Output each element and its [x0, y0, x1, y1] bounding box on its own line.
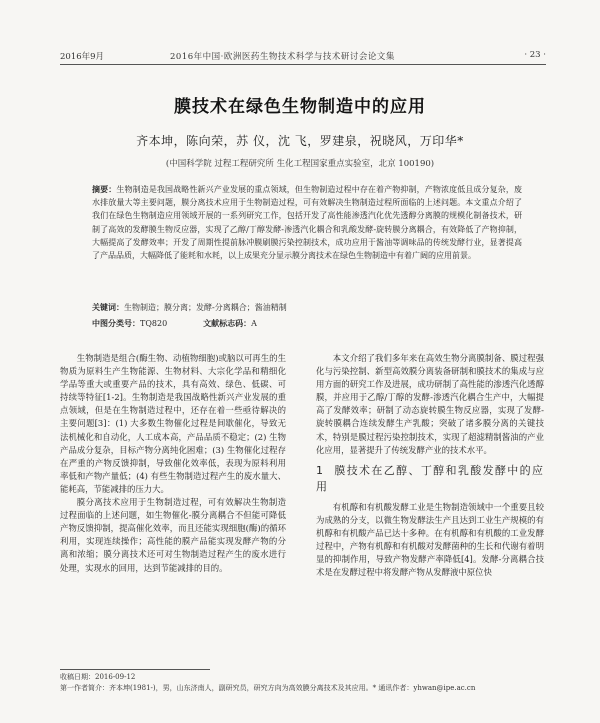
abstract-text: 生物制造是我国战略性新兴产业发展的重点领域，但生物制造过程中存在着产物抑制，产物浓度低且成分复杂，废水排放量大等主要问题，膜分离技术应用于生物制造过程，可有效解决生物制造过程所面临的上述问题。本文重点介绍了我们在绿色生物制造应用领域开展的一系列研究工作，包括开发了高性能渗透汽化优先透醇分离膜的规模化制备技术，研制了高效的发酵膜生物反应器，实现了乙醇/丁醇发酵-渗透汽化耦合和乳酸发酵-旋转膜分离耦合，有效降低了产物抑制，大幅提高了发酵效率；开发了周期性提前脉冲膜刷膜污染控制技术，成功应用于酱油等调味品的传统发酵行业，显著提高了产品品质，大幅降低了能耗和水耗，以上成果充分显示膜分离技术在绿色生物制造中有着广阔的应用前景。 [92, 185, 523, 261]
section-number: 1 [316, 463, 324, 477]
doc-code-label: 文献标志码： [203, 319, 252, 328]
right-column [316, 352, 544, 579]
paper-title: 膜技术在绿色生物制造中的应用 [174, 97, 426, 117]
left-column [60, 352, 286, 575]
footnote [60, 669, 550, 694]
body-paragraph: 生物制造是组合(酶生物、动植物细胞)或脑以可再生的生物质为原料生产生物能源、生物材料、大宗化学品和精细化学品等重大或重要产品的技术，具有高效、绿色、低碳、可持续等特征[1-2]。生物制造是我国战略性新兴产业发展的重点领域，但是在生物制造过程中，还存在着一些亟待解决的主要问题[3]：(1) 大多数生物催化过程是间歇催化，导致无法机械化和自动化，人工成本高，产品品质不稳定；(2) 生物产品成分复杂，目标产物分离纯化困难；(3) 生物催化过程存在严重的产物反馈抑制，导致催化效率低，表现为原料利用率低和产物产量低；(4) 有些生物制造过程产生的废水量大、能耗高，节能减排的压力大。 [60, 353, 286, 494]
footnote-rule [60, 669, 210, 670]
classification [92, 318, 522, 329]
keywords-text: 生物制造；膜分离；发酵-分离耦合；酱油精制 [124, 303, 287, 312]
doc-code-value: A [251, 319, 257, 328]
header-conference: 2016年中国·欧洲医药生物技术科学与技术研讨会论文集 [170, 52, 395, 62]
body-paragraph: 膜分离技术应用于生物制造过程，可有效解决生物制造过程面临的上述问题，如生物催化-膜分离耦合不但能可降低产物反馈抑制，提高催化效率，而且还能实现细胞(酶)的循环利用，实现连续操作；高性能的膜产品能实现发酵产物的分离和浓缩；膜分离技术还可对生物制造过程产生的废水进行处理，实现水的回用，达到节能减排的目的。 [60, 497, 286, 573]
affiliation: (中国科学院 过程工程研究所 生化工程国家重点实验室，北京 100190) [165, 159, 435, 169]
header-page-number: · 23 · [524, 50, 546, 60]
abstract [92, 183, 522, 262]
section-heading [316, 463, 544, 495]
keywords [92, 302, 522, 313]
running-header [60, 50, 546, 65]
section-title: 膜技术在乙醇、丁醇和乳酸发酵中的应用 [316, 463, 544, 493]
clc-label: 中图分类号： [92, 319, 140, 328]
body-paragraph: 本文介绍了我们多年来在高效生物分离膜制备、膜过程强化与污染控制、新型高效膜分离装备研制和膜技术的集成与应用方面的研究工作及进展，成功研制了高性能的渗透汽化透醇膜，并应用于乙醇/丁醇的发酵-渗透汽化耦合生产中，大幅提高了发酵效率；研制了动态旋转膜生物反应器，实现了发酵-旋转膜耦合连续发酵生产乳酸；突破了诸多膜分离的关键技术，特别是膜过程污染控制技术，实现了超滤精制酱油的产业化应用，显著提升了传统发酵产业的技术水平。 [316, 353, 544, 455]
keywords-label: 关键词： [92, 303, 124, 312]
header-date: 2016年9月 [60, 52, 105, 62]
body-paragraph: 有机醇和有机酸发酵工业是生物制造领域中一个重要且较为成熟的分支，以微生物发酵法生产且达到工业生产规模的有机醇和有机酸产品已达十多种。在有机醇和有机酸的工业发酵过程中，产物有机醇和有机酸对发酵菌种的生长和代谢有着明显的抑制作用，导致产物发酵产率降低[4]。发酵-分离耦合技术是在发酵过程中将发酵产物从发酵液中原位快 [316, 501, 544, 578]
abstract-label: 摘要： [92, 185, 117, 194]
author-info: 第一作者简介：齐本坤(1981-)，男，山东济南人，副研究员，研究方向为高效膜分离技术及其应用。* 通讯作者：yhwan@ipe.ac.cn [60, 684, 476, 692]
author-list: 齐本坤，陈向荣，苏 仪，沈 飞，罗建泉，祝晓风，万印华* [136, 134, 464, 148]
clc-value: TQ820 [140, 319, 168, 328]
received-date: 收稿日期：2016-09-12 [60, 673, 136, 681]
